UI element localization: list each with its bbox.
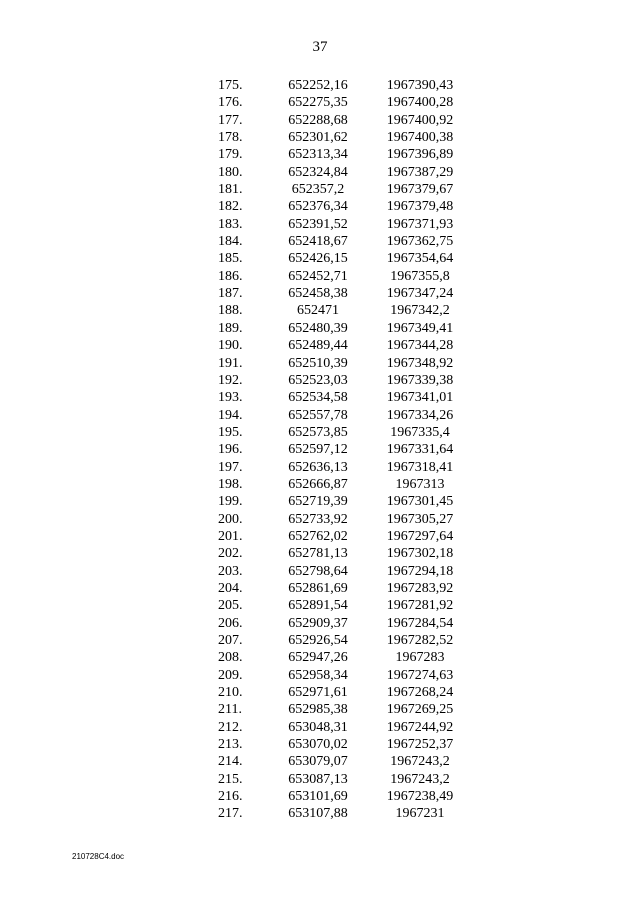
table-row	[212, 563, 474, 580]
point-number-cell: 214.	[218, 754, 243, 770]
x-coordinate-cell: 652391,52	[288, 216, 348, 232]
x-coordinate-cell: 652781,13	[288, 546, 348, 562]
y-coordinate-cell: 1967244,92	[386, 719, 454, 735]
point-number-cell: 193.	[218, 390, 243, 406]
x-coordinate-cell: 652666,87	[288, 476, 348, 492]
point-number-cell: 191.	[218, 355, 243, 371]
table-row	[212, 164, 474, 181]
y-coordinate-cell: 1967269,25	[386, 702, 454, 718]
point-number-cell: 177.	[218, 112, 243, 128]
x-coordinate-cell: 652313,34	[288, 147, 348, 163]
table-row	[212, 667, 474, 684]
x-coordinate-cell: 652510,39	[288, 355, 348, 371]
point-number-cell: 189.	[218, 320, 243, 336]
point-number-cell: 207.	[218, 633, 243, 648]
table-row	[212, 112, 474, 129]
table-row	[212, 250, 474, 267]
point-number-cell: 215.	[218, 771, 243, 787]
point-number-cell: 186.	[218, 268, 243, 284]
footer-document-name: 210728C4.doc	[72, 852, 125, 861]
point-number-cell: 196.	[218, 442, 243, 458]
point-number-cell: 205.	[218, 598, 243, 614]
point-number-cell: 180.	[218, 164, 243, 180]
table-row	[212, 355, 474, 372]
x-coordinate-cell: 652523,03	[288, 372, 348, 388]
table-row	[212, 94, 474, 111]
point-number-cell: 197.	[218, 459, 243, 475]
table-row	[212, 198, 474, 215]
x-coordinate-cell: 652252,16	[288, 78, 348, 93]
y-coordinate-cell: 1967252,37	[386, 737, 454, 753]
x-coordinate-cell: 652324,84	[288, 164, 348, 180]
table-row	[212, 632, 474, 649]
point-number-cell: 192.	[218, 372, 243, 388]
y-coordinate-cell: 1967390,43	[386, 78, 454, 93]
table-row	[212, 216, 474, 233]
point-number-cell: 195.	[218, 424, 243, 440]
x-coordinate-cell: 653101,69	[288, 789, 348, 805]
table-row	[212, 580, 474, 597]
coordinates-table	[212, 77, 474, 823]
point-number-cell: 176.	[218, 95, 243, 111]
point-number-cell: 187.	[218, 286, 243, 302]
table-row	[212, 788, 474, 805]
table-row	[212, 476, 474, 493]
y-coordinate-cell: 1967318,41	[386, 459, 454, 475]
y-coordinate-cell: 1967281,92	[386, 598, 454, 614]
x-coordinate-cell: 652489,44	[288, 338, 348, 354]
table-row	[212, 545, 474, 562]
table-row	[212, 233, 474, 250]
table-row	[212, 424, 474, 441]
table-row	[212, 771, 474, 788]
y-coordinate-cell: 1967362,75	[386, 234, 454, 250]
point-number-cell: 200.	[218, 511, 243, 527]
point-number-cell: 179.	[218, 147, 243, 163]
table-row	[212, 753, 474, 770]
y-coordinate-cell: 1967283	[395, 650, 445, 666]
table-row	[212, 701, 474, 718]
y-coordinate-cell: 1967354,64	[386, 251, 454, 267]
table-row	[212, 181, 474, 198]
table-row	[212, 528, 474, 545]
x-coordinate-cell: 652275,35	[288, 95, 348, 111]
x-coordinate-cell: 652926,54	[288, 633, 348, 648]
y-coordinate-cell: 1967400,28	[386, 95, 454, 111]
point-number-cell: 181.	[218, 182, 243, 198]
point-number-cell: 194.	[218, 407, 243, 423]
table-row	[212, 736, 474, 753]
point-number-cell: 204.	[218, 580, 243, 596]
coordinates-table-body	[212, 77, 474, 823]
x-coordinate-cell: 652733,92	[288, 511, 348, 527]
y-coordinate-cell: 1967313	[395, 476, 445, 492]
table-row	[212, 597, 474, 614]
x-coordinate-cell: 652557,78	[288, 407, 348, 423]
point-number-cell: 212.	[218, 719, 243, 735]
y-coordinate-cell: 1967387,29	[386, 164, 454, 180]
y-coordinate-cell: 1967283,92	[386, 580, 454, 596]
point-number-cell: 208.	[218, 650, 243, 666]
y-coordinate-cell: 1967379,48	[386, 199, 454, 215]
point-number-cell: 182.	[218, 199, 243, 215]
page-number: 37	[312, 39, 328, 55]
y-coordinate-cell: 1967347,24	[386, 286, 454, 302]
table-row	[212, 129, 474, 146]
table-row	[212, 302, 474, 319]
point-number-cell: 190.	[218, 338, 243, 354]
point-number-cell: 217.	[218, 806, 243, 822]
x-coordinate-cell: 652471	[297, 303, 339, 319]
y-coordinate-cell: 1967341,01	[386, 390, 454, 406]
x-coordinate-cell: 652573,85	[288, 424, 348, 440]
point-number-cell: 210.	[218, 685, 243, 701]
x-coordinate-cell: 653107,88	[288, 806, 348, 822]
x-coordinate-cell: 652947,26	[288, 650, 348, 666]
x-coordinate-cell: 652376,34	[288, 199, 348, 215]
x-coordinate-cell: 653079,07	[288, 754, 348, 770]
table-row	[212, 372, 474, 389]
x-coordinate-cell: 652418,67	[288, 234, 348, 250]
y-coordinate-cell: 1967274,63	[386, 667, 454, 683]
y-coordinate-cell: 1967379,67	[386, 182, 454, 198]
table-row	[212, 511, 474, 528]
y-coordinate-cell: 1967335,4	[390, 424, 450, 440]
table-row	[212, 805, 474, 822]
y-coordinate-cell: 1967400,92	[386, 112, 454, 128]
x-coordinate-cell: 652458,38	[288, 286, 348, 302]
point-number-cell: 202.	[218, 546, 243, 562]
table-row	[212, 441, 474, 458]
point-number-cell: 209.	[218, 667, 243, 683]
y-coordinate-cell: 1967344,28	[386, 338, 454, 354]
x-coordinate-cell: 652861,69	[288, 580, 348, 596]
x-coordinate-cell: 652971,61	[288, 685, 348, 701]
table-row	[212, 684, 474, 701]
y-coordinate-cell: 1967238,49	[386, 789, 454, 805]
y-coordinate-cell: 1967297,64	[386, 528, 454, 544]
y-coordinate-cell: 1967334,26	[386, 407, 454, 423]
y-coordinate-cell: 1967349,41	[386, 320, 454, 336]
point-number-cell: 185.	[218, 251, 243, 267]
x-coordinate-cell: 653087,13	[288, 771, 348, 787]
y-coordinate-cell: 1967243,2	[390, 771, 450, 787]
point-number-cell: 175.	[218, 78, 243, 93]
point-number-cell: 183.	[218, 216, 243, 232]
y-coordinate-cell: 1967268,24	[386, 685, 454, 701]
x-coordinate-cell: 652301,62	[288, 130, 348, 146]
point-number-cell: 206.	[218, 615, 243, 631]
point-number-cell: 198.	[218, 476, 243, 492]
x-coordinate-cell: 652426,15	[288, 251, 348, 267]
table-row	[212, 77, 474, 94]
table-row	[212, 285, 474, 302]
x-coordinate-cell: 652597,12	[288, 442, 348, 458]
x-coordinate-cell: 652909,37	[288, 615, 348, 631]
point-number-cell: 184.	[218, 234, 243, 250]
x-coordinate-cell: 652452,71	[288, 268, 348, 284]
x-coordinate-cell: 652534,58	[288, 390, 348, 406]
x-coordinate-cell: 652958,34	[288, 667, 348, 683]
point-number-cell: 188.	[218, 303, 243, 319]
point-number-cell: 178.	[218, 130, 243, 146]
table-row	[212, 407, 474, 424]
y-coordinate-cell: 1967331,64	[386, 442, 454, 458]
point-number-cell: 201.	[218, 528, 243, 544]
x-coordinate-cell: 652798,64	[288, 563, 348, 579]
table-row	[212, 146, 474, 163]
y-coordinate-cell: 1967231	[395, 806, 445, 822]
point-number-cell: 216.	[218, 789, 243, 805]
table-row	[212, 320, 474, 337]
table-row	[212, 459, 474, 476]
point-number-cell: 213.	[218, 737, 243, 753]
x-coordinate-cell: 652719,39	[288, 494, 348, 510]
y-coordinate-cell: 1967282,52	[386, 633, 454, 648]
y-coordinate-cell: 1967294,18	[386, 563, 454, 579]
y-coordinate-cell: 1967284,54	[386, 615, 454, 631]
x-coordinate-cell: 652762,02	[288, 528, 348, 544]
y-coordinate-cell: 1967342,2	[390, 303, 450, 319]
y-coordinate-cell: 1967305,27	[386, 511, 454, 527]
y-coordinate-cell: 1967355,8	[390, 268, 450, 284]
point-number-cell: 199.	[218, 494, 243, 510]
x-coordinate-cell: 653070,02	[288, 737, 348, 753]
x-coordinate-cell: 652891,54	[288, 598, 348, 614]
table-row	[212, 615, 474, 632]
y-coordinate-cell: 1967371,93	[386, 216, 454, 232]
y-coordinate-cell: 1967301,45	[386, 494, 454, 510]
table-row	[212, 337, 474, 354]
table-row	[212, 493, 474, 510]
point-number-cell: 203.	[218, 563, 243, 579]
table-row	[212, 389, 474, 406]
y-coordinate-cell: 1967348,92	[386, 355, 454, 371]
x-coordinate-cell: 652636,13	[288, 459, 348, 475]
y-coordinate-cell: 1967400,38	[386, 130, 454, 146]
y-coordinate-cell: 1967339,38	[386, 372, 454, 388]
x-coordinate-cell: 652985,38	[288, 702, 348, 718]
table-row	[212, 649, 474, 666]
x-coordinate-cell: 652288,68	[288, 112, 348, 128]
table-row	[212, 719, 474, 736]
y-coordinate-cell: 1967302,18	[386, 546, 454, 562]
point-number-cell: 211.	[218, 702, 242, 718]
y-coordinate-cell: 1967396,89	[386, 147, 454, 163]
table-row	[212, 268, 474, 285]
x-coordinate-cell: 652480,39	[288, 320, 348, 336]
y-coordinate-cell: 1967243,2	[390, 754, 450, 770]
x-coordinate-cell: 652357,2	[291, 182, 345, 198]
x-coordinate-cell: 653048,31	[288, 719, 348, 735]
